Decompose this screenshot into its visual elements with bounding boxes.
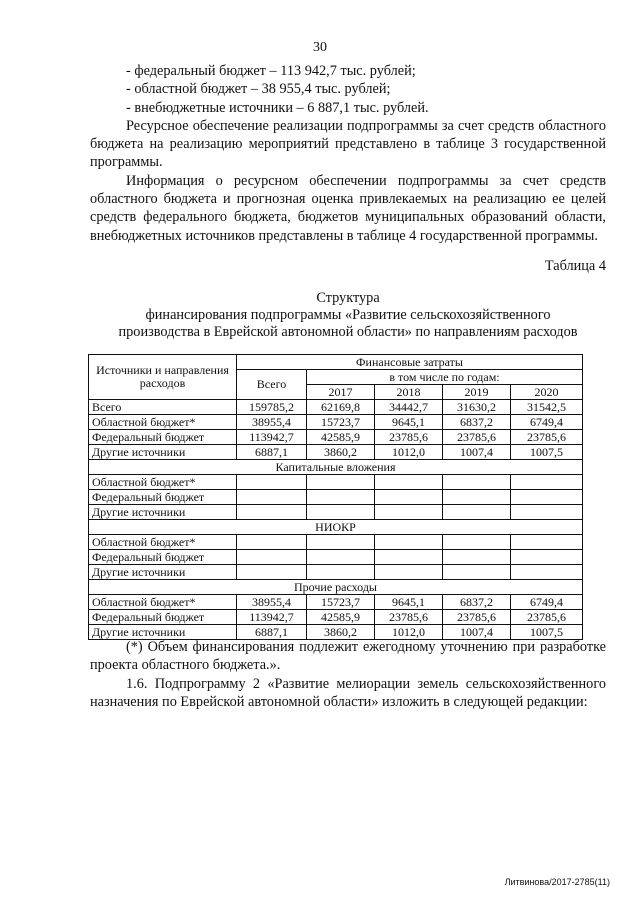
row-label: Другие источники xyxy=(89,565,237,580)
cell-value: 113942,7 xyxy=(237,610,307,625)
cell-value: 31630,2 xyxy=(443,400,511,415)
section-header-row xyxy=(89,520,583,535)
cell-value: 1012,0 xyxy=(375,445,443,460)
cell-value: 3860,2 xyxy=(307,625,375,640)
cell-value xyxy=(443,550,511,565)
cell-value xyxy=(375,505,443,520)
table-row xyxy=(89,445,583,460)
table-row xyxy=(89,430,583,445)
cell-value: 42585,9 xyxy=(307,610,375,625)
cell-value: 23785,6 xyxy=(511,430,583,445)
row-label: Другие источники xyxy=(89,445,237,460)
row-label: Федеральный бюджет xyxy=(89,610,237,625)
section-title-other: Прочие расходы xyxy=(89,580,583,595)
paragraph-resource: Ресурсное обеспечение реализации подпрограммы за счет средств областного бюджета на реализацию мероприятий представлено в таблице 3 государственной программы. xyxy=(90,117,606,171)
row-label: Федеральный бюджет xyxy=(89,490,237,505)
body-text-bottom xyxy=(90,638,606,711)
row-label: Областной бюджет* xyxy=(89,595,237,610)
cell-value: 6837,2 xyxy=(443,415,511,430)
row-label: Областной бюджет* xyxy=(89,535,237,550)
row-label: Федеральный бюджет xyxy=(89,550,237,565)
cell-value: 23785,6 xyxy=(375,430,443,445)
cell-value xyxy=(443,475,511,490)
cell-value: 9645,1 xyxy=(375,415,443,430)
cell-value: 1007,5 xyxy=(511,625,583,640)
table-title xyxy=(90,290,606,341)
cell-value xyxy=(307,475,375,490)
cell-value xyxy=(511,535,583,550)
cell-value xyxy=(511,505,583,520)
section-header-row xyxy=(89,580,583,595)
table-row xyxy=(89,595,583,610)
cell-value xyxy=(511,550,583,565)
title-line-1: Структура xyxy=(316,290,380,306)
header-year-2019: 2019 xyxy=(443,385,511,400)
cell-value xyxy=(307,550,375,565)
row-label: Другие источники xyxy=(89,505,237,520)
cell-value xyxy=(375,550,443,565)
cell-value: 6887,1 xyxy=(237,445,307,460)
cell-value: 38955,4 xyxy=(237,595,307,610)
row-label: Другие источники xyxy=(89,625,237,640)
cell-value xyxy=(237,535,307,550)
cell-value xyxy=(511,565,583,580)
cell-value: 9645,1 xyxy=(375,595,443,610)
table-row xyxy=(89,565,583,580)
table-row xyxy=(89,400,583,415)
cell-value: 3860,2 xyxy=(307,445,375,460)
table-row xyxy=(89,490,583,505)
budget-line-extra: - внебюджетные источники – 6 887,1 тыс. рублей. xyxy=(126,99,429,116)
cell-value: 1007,4 xyxy=(443,625,511,640)
cell-value: 1007,4 xyxy=(443,445,511,460)
cell-value: 23785,6 xyxy=(443,610,511,625)
financing-table xyxy=(88,354,583,640)
header-costs: Финансовые затраты xyxy=(237,355,583,370)
cell-value: 159785,2 xyxy=(237,400,307,415)
header-year-2017: 2017 xyxy=(307,385,375,400)
cell-value xyxy=(375,535,443,550)
cell-value xyxy=(237,550,307,565)
cell-value xyxy=(443,535,511,550)
table-row xyxy=(89,505,583,520)
cell-value xyxy=(511,475,583,490)
table-row xyxy=(89,475,583,490)
cell-value xyxy=(375,490,443,505)
cell-value: 38955,4 xyxy=(237,415,307,430)
cell-value: 1012,0 xyxy=(375,625,443,640)
cell-value xyxy=(307,535,375,550)
cell-value: 23785,6 xyxy=(443,430,511,445)
cell-value: 62169,8 xyxy=(307,400,375,415)
cell-value: 42585,9 xyxy=(307,430,375,445)
title-line-2: финансирования подпрограммы «Развитие сельскохозяйственного xyxy=(145,307,551,323)
table-label: Таблица 4 xyxy=(544,258,606,274)
row-label: Федеральный бюджет xyxy=(89,430,237,445)
cell-value: 6837,2 xyxy=(443,595,511,610)
document-code: Литвинова/2017-2785(11) xyxy=(504,877,610,887)
title-line-3: производства в Еврейской автономной области» по направлениям расходов xyxy=(118,324,578,340)
cell-value xyxy=(443,505,511,520)
budget-line-regional: - областной бюджет – 38 955,4 тыс. рублей; xyxy=(126,81,391,98)
budget-line-federal: - федеральный бюджет – 113 942,7 тыс. рублей; xyxy=(126,63,416,79)
row-label: Областной бюджет* xyxy=(89,475,237,490)
cell-value: 1007,5 xyxy=(511,445,583,460)
section-title-capital: Капитальные вложения xyxy=(89,460,583,475)
row-label: Всего xyxy=(89,400,237,415)
cell-value xyxy=(237,490,307,505)
cell-value: 23785,6 xyxy=(375,610,443,625)
table-row xyxy=(89,535,583,550)
cell-value: 34442,7 xyxy=(375,400,443,415)
table-row xyxy=(89,415,583,430)
cell-value: 31542,5 xyxy=(511,400,583,415)
cell-value xyxy=(443,490,511,505)
header-year-2020: 2020 xyxy=(511,385,583,400)
cell-value: 23785,6 xyxy=(511,610,583,625)
cell-value xyxy=(237,565,307,580)
cell-value xyxy=(307,490,375,505)
cell-value xyxy=(375,475,443,490)
table-row xyxy=(89,610,583,625)
cell-value xyxy=(443,565,511,580)
cell-value: 6749,4 xyxy=(511,595,583,610)
cell-value xyxy=(375,565,443,580)
cell-value xyxy=(237,505,307,520)
cell-value xyxy=(307,505,375,520)
table-row xyxy=(89,550,583,565)
cell-value: 6887,1 xyxy=(237,625,307,640)
cell-value: 15723,7 xyxy=(307,415,375,430)
paragraph-info: Информация о ресурсном обеспечении подпрограммы за счет средств областного бюджета и прогнозная оценка привлекаемых на реализацию ее целей средств федерального бюджета, бюджетов муниципальных образований области, внебюджетных источников представлены в таблице 4 государственной программы. xyxy=(90,172,606,244)
cell-value: 113942,7 xyxy=(237,430,307,445)
footnote-text: (*) Объем финансирования подлежит ежегодному уточнению при разработке проекта областного бюджета.». xyxy=(90,639,606,674)
header-year-2018: 2018 xyxy=(375,385,443,400)
header-total: Всего xyxy=(237,370,307,400)
section-header-row xyxy=(89,460,583,475)
header-sources: Источники и направления расходов xyxy=(89,355,237,400)
amendment-text: 1.6. Подпрограмму 2 «Развитие мелиорации земель сельскохозяйственного назначения по Еврейской автономной области» изложить в следующей редакции: xyxy=(90,675,606,710)
row-label: Областной бюджет* xyxy=(89,415,237,430)
cell-value: 15723,7 xyxy=(307,595,375,610)
section-title-rnd: НИОКР xyxy=(89,520,583,535)
header-by-years: в том числе по годам: xyxy=(307,370,583,385)
cell-value xyxy=(511,490,583,505)
cell-value xyxy=(237,475,307,490)
body-text-top xyxy=(90,62,606,245)
cell-value: 6749,4 xyxy=(511,415,583,430)
page-number: 30 xyxy=(313,40,327,55)
cell-value xyxy=(307,565,375,580)
